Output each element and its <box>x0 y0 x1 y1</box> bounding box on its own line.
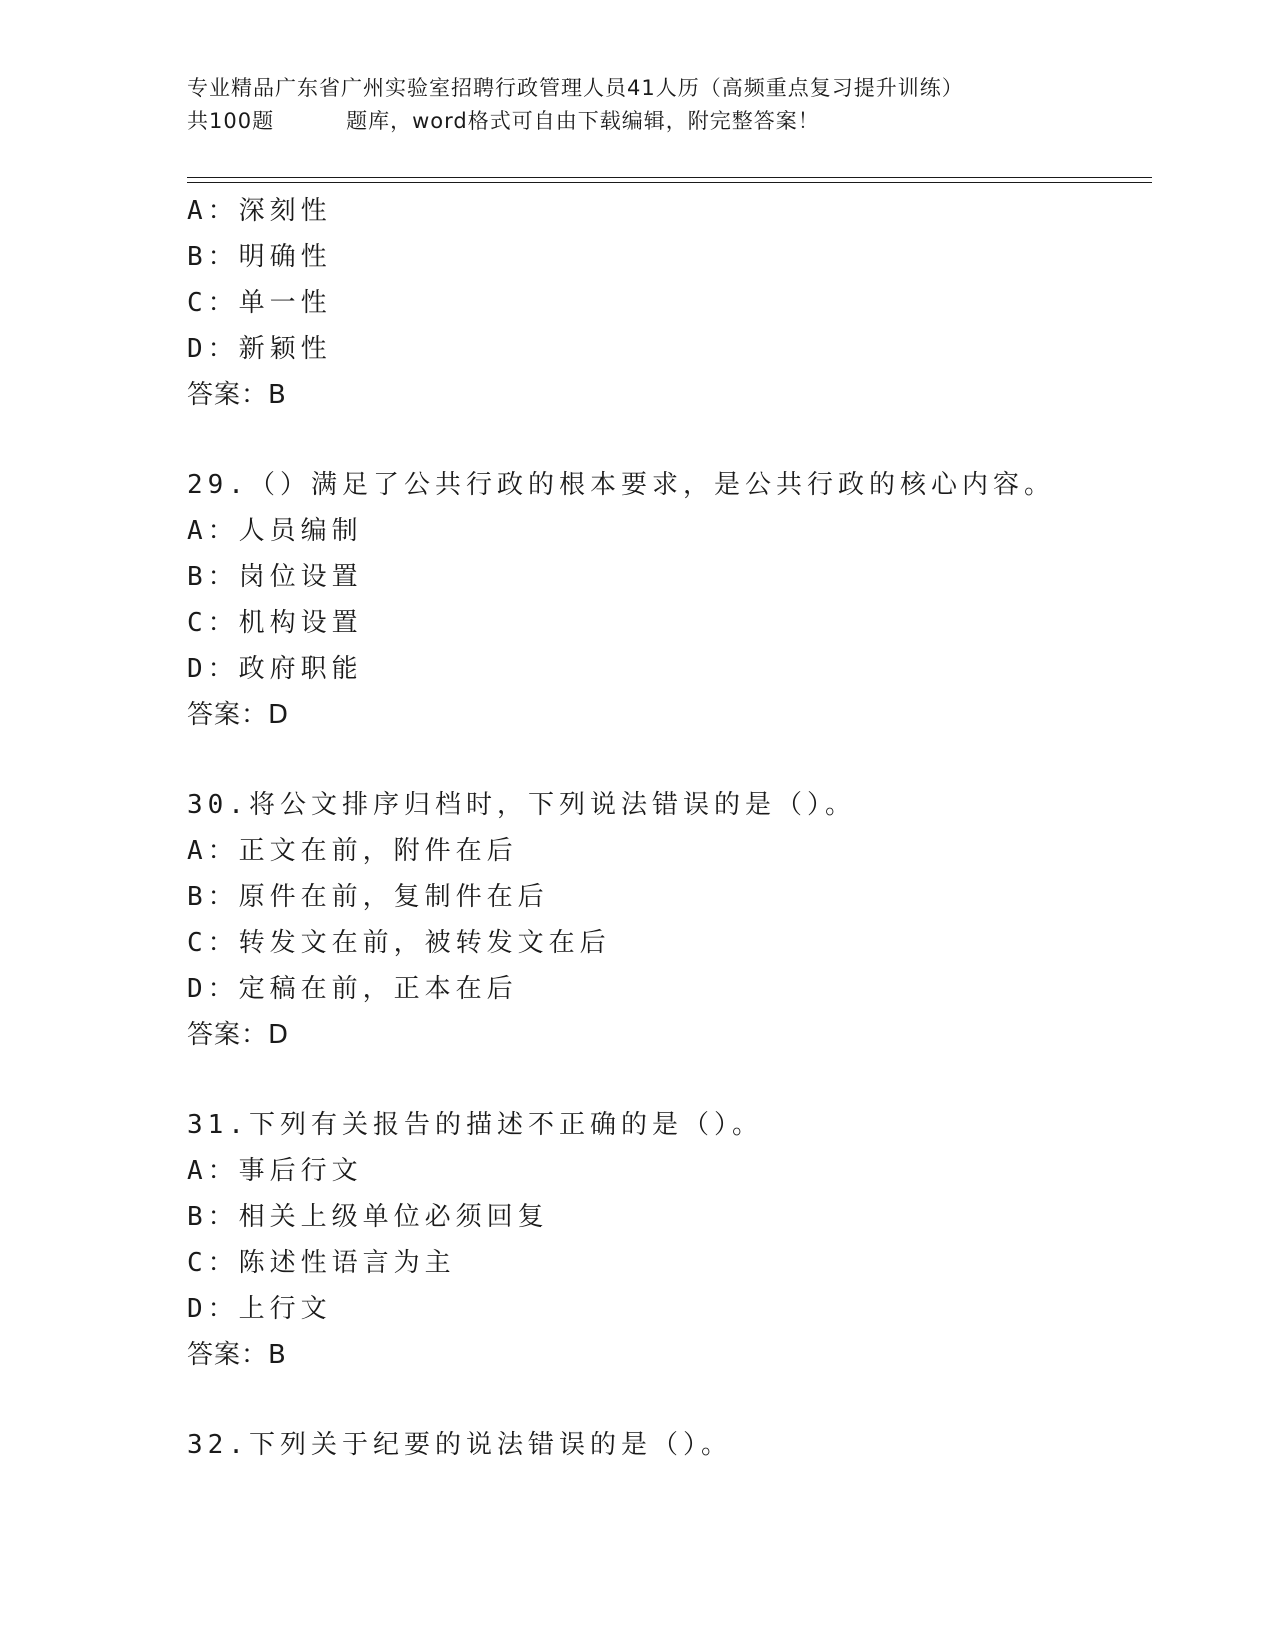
option-b: B：相关上级单位必须回复 <box>187 1202 549 1232</box>
option-b: B：岗位设置 <box>187 562 363 592</box>
document-header <box>187 72 1087 138</box>
question-block-30 <box>187 782 1147 1058</box>
option-d: D：新颖性 <box>187 334 332 364</box>
option-c: C：机构设置 <box>187 608 363 638</box>
question-block-29 <box>187 462 1147 738</box>
question-list <box>187 188 1147 1468</box>
question-text: 31.下列有关报告的描述不正确的是（）。 <box>187 1110 763 1140</box>
option-a: A：正文在前，附件在后 <box>187 836 518 866</box>
answer-line: 答案：B <box>187 1340 287 1370</box>
option-a: A：深刻性 <box>187 196 332 226</box>
option-b: B：原件在前，复制件在后 <box>187 882 549 912</box>
answer-line: 答案：B <box>187 380 287 410</box>
question-text: 29.（）满足了公共行政的根本要求，是公共行政的核心内容。 <box>187 470 1055 500</box>
header-count: 共100题 <box>187 109 275 133</box>
option-c: C：转发文在前，被转发文在后 <box>187 928 611 958</box>
header-title: 专业精品广东省广州实验室招聘行政管理人员41人历（高频重点复习提升训练） <box>187 76 964 100</box>
option-d: D：定稿在前，正本在后 <box>187 974 518 1004</box>
option-b: B：明确性 <box>187 242 332 272</box>
option-d: D：政府职能 <box>187 654 363 684</box>
option-d: D：上行文 <box>187 1294 332 1324</box>
answer-line: 答案：D <box>187 700 290 730</box>
option-a: A：人员编制 <box>187 516 363 546</box>
question-block-31 <box>187 1102 1147 1378</box>
option-a: A：事后行文 <box>187 1156 363 1186</box>
option-c: C：陈述性语言为主 <box>187 1248 456 1278</box>
question-text: 32.下列关于纪要的说法错误的是（）。 <box>187 1430 732 1460</box>
header-divider-top <box>187 177 1152 178</box>
question-block-32 <box>187 1422 1147 1468</box>
question-text: 30.将公文排序归档时，下列说法错误的是（）。 <box>187 790 856 820</box>
question-block-28 <box>187 188 1147 418</box>
header-divider-bottom <box>187 182 1152 183</box>
answer-line: 答案：D <box>187 1020 290 1050</box>
header-subtitle <box>187 105 1087 138</box>
header-description: 题库，word格式可自由下载编辑，附完整答案！ <box>346 109 820 133</box>
option-c: C：单一性 <box>187 288 332 318</box>
